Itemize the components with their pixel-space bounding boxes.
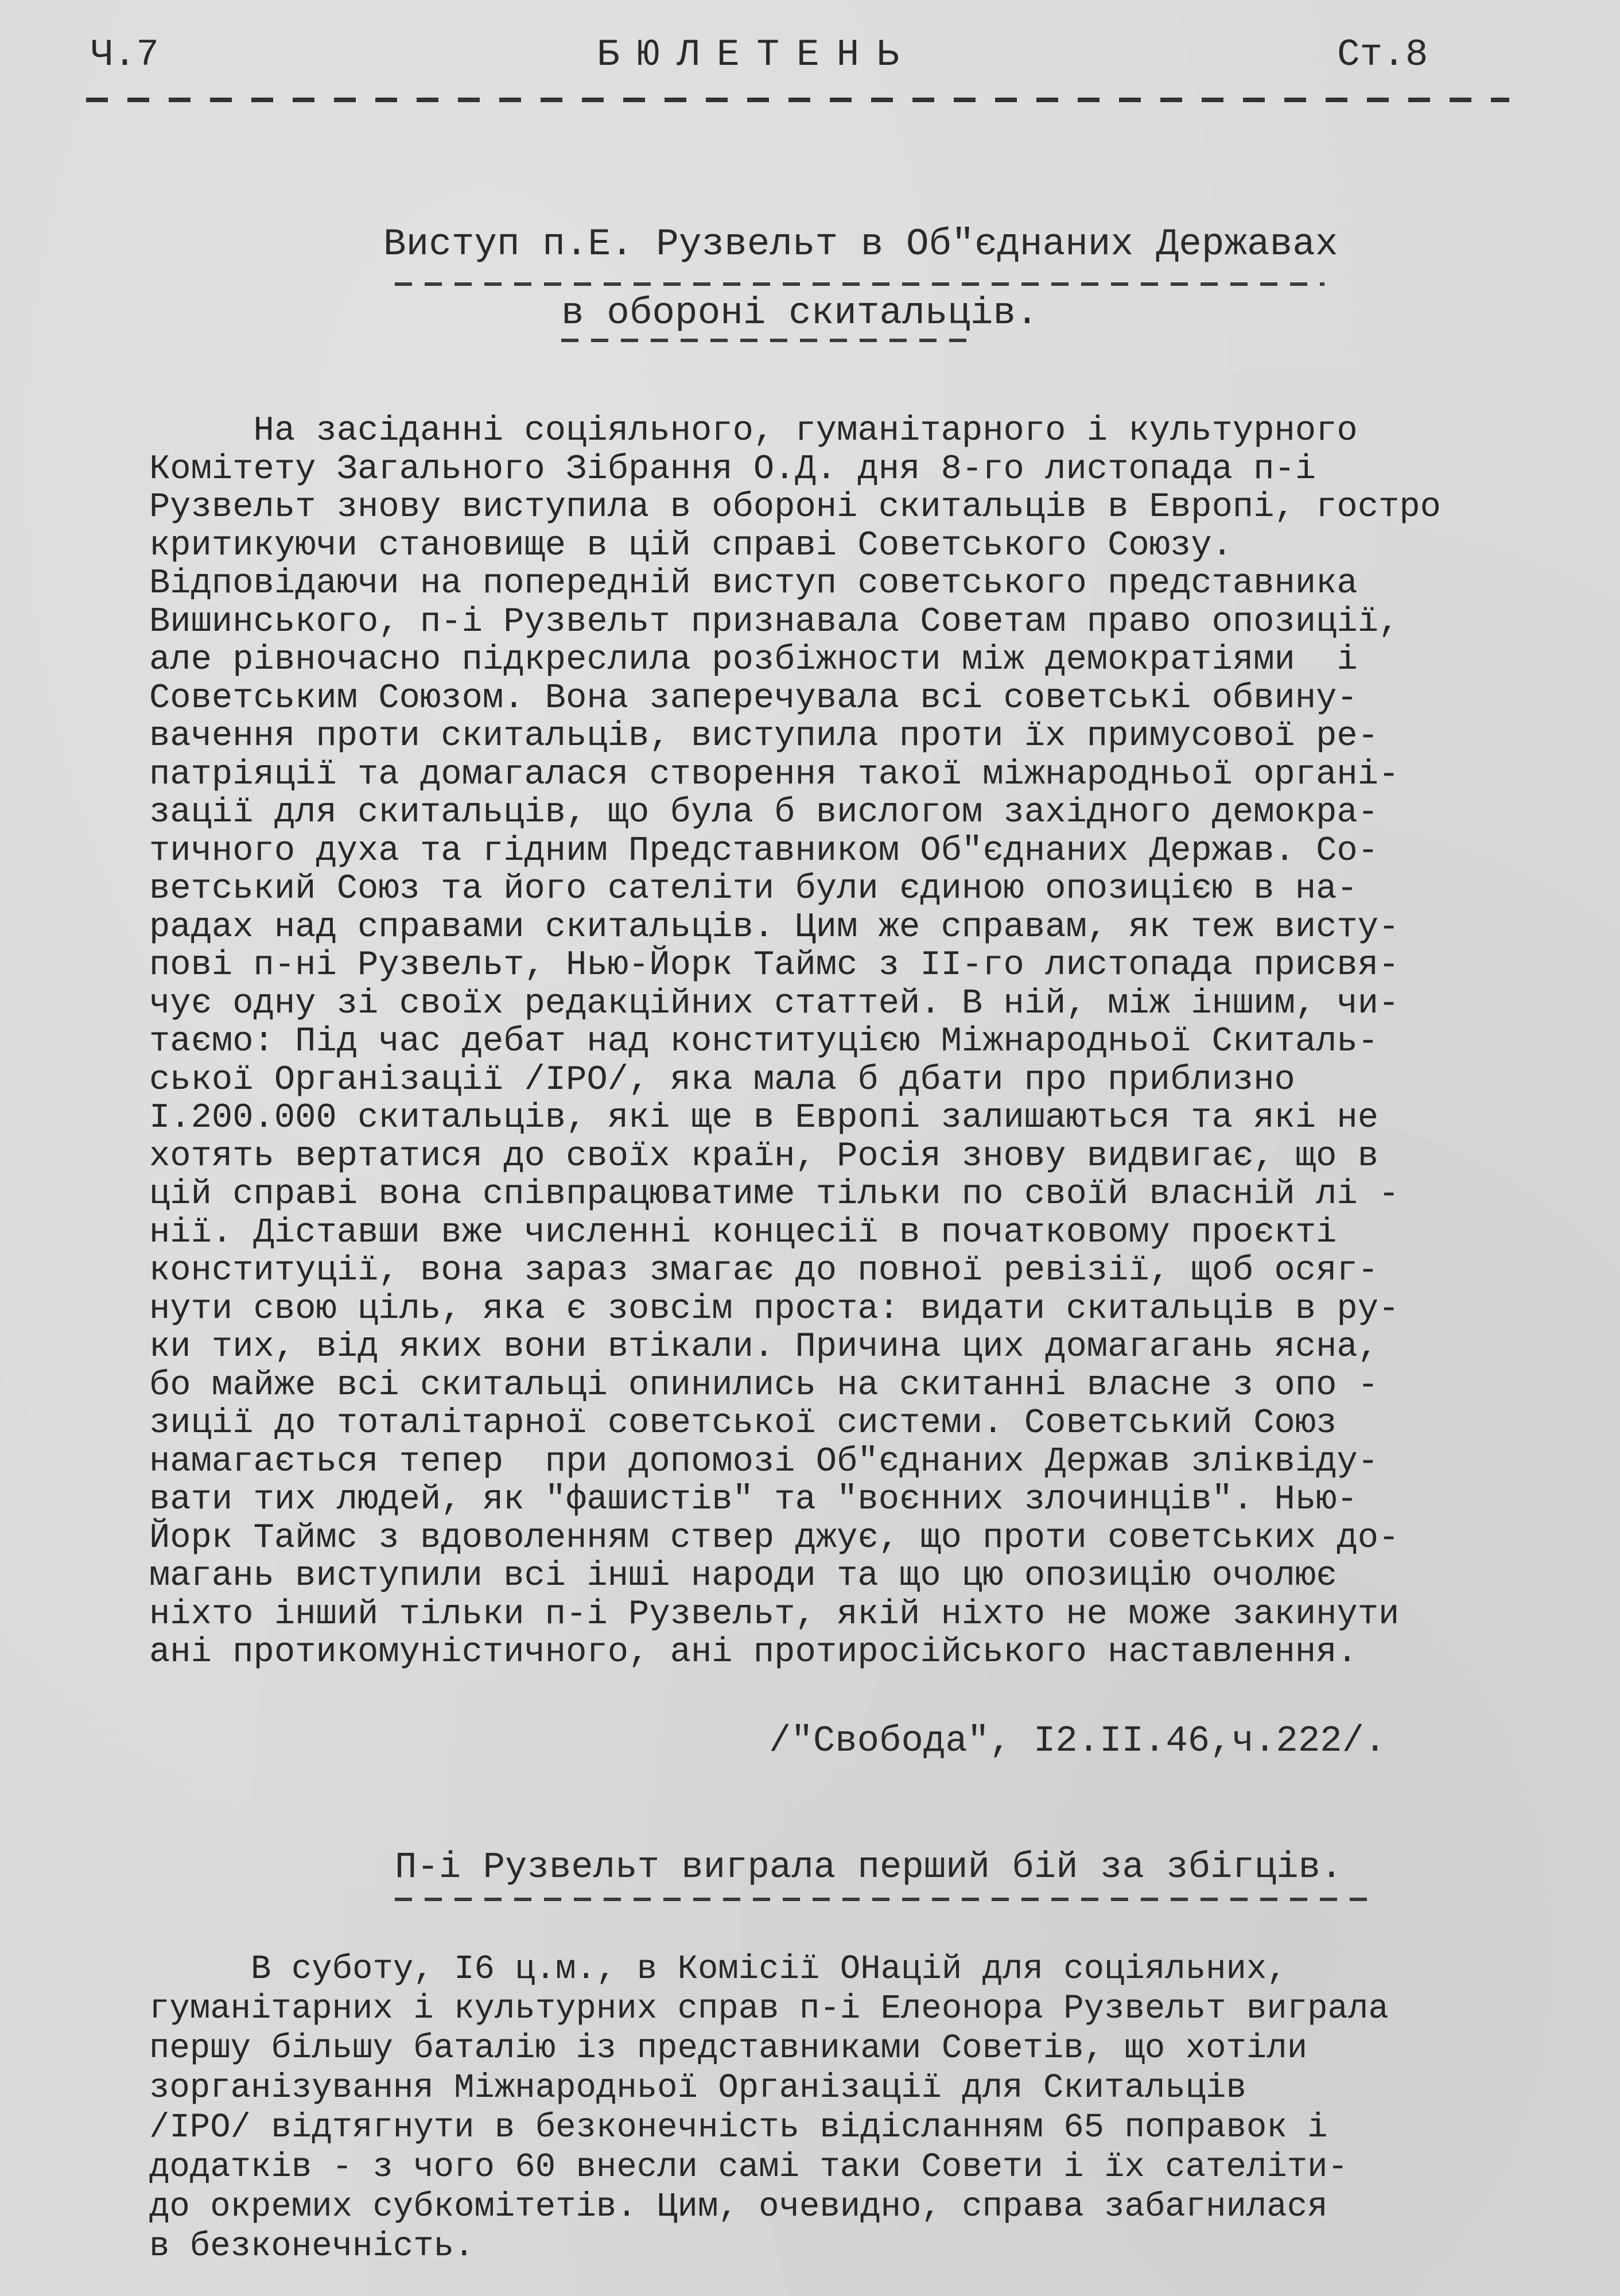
article1-line: намагається тепер при допомозі Об"єднаних Держав зліквіду- <box>149 1442 1379 1481</box>
article1-line: нії. Діставши вже численні концесії в початковому проєкті <box>149 1213 1337 1252</box>
article1-line: ської Організації /IPO/, яка мала б дбати про приблизно <box>149 1060 1295 1100</box>
article2-line: першу більшу баталію із представниками Советів, що хотіли <box>149 2029 1308 2068</box>
issue-number: Ч.7 <box>91 33 159 76</box>
header-rule <box>86 98 1509 102</box>
article1-line: але рівночасно підкреслила розбіжности між демократіями і <box>149 641 1358 680</box>
article2-line: в безконечність. <box>149 2227 475 2266</box>
article1-line: Рузвельт знову виступила в обороні скитальців в Европі, гостро <box>149 488 1441 527</box>
article1-line: Комітету Загального Зібрання О.Д. дня 8-го листопада п-і <box>149 449 1316 489</box>
article1-line: чує одну зі своїх редакційних статтей. В ній, між іншим, чи- <box>149 984 1400 1023</box>
article2-line: В суботу, I6 ц.м., в Комісії ОНацій для соціяльних, <box>149 1950 1287 1988</box>
article1-title-line2: в обороні скитальців. <box>561 292 1039 335</box>
article2-line: зорганізування Міжнародньої Організації для Скитальців <box>149 2069 1246 2107</box>
bulletin-title: БЮЛЕТЕНЬ <box>597 33 916 76</box>
article1-line: конституції, вона зараз змагає до повної ревізії, щоб осяг- <box>149 1251 1379 1290</box>
article1-line: критикуючи становище в цій справі Советського Союзу. <box>149 526 1233 565</box>
article1-line: патріяції та домагалася створення такої міжнародньої органі- <box>149 755 1400 794</box>
article1-line: вачення проти скитальців, виступила проти їх примусової ре- <box>149 717 1379 756</box>
article1-title-line1: Виступ п.Е. Рузвельт в Об"єднаних Державах <box>383 223 1338 266</box>
article2-body <box>149 1949 1526 2266</box>
article1-line: цій справі вона співпрацюватиме тільки по своїй власній лі - <box>149 1175 1400 1214</box>
article1-line: Відповідаючи на попередній виступ советського представника <box>149 564 1358 603</box>
article1-line: ветський Союз та його сателіти були єдиною опозицією в на- <box>149 870 1358 909</box>
article1-line: I.200.000 скитальців, які ще в Европі залишаються та які не <box>149 1099 1379 1138</box>
article1-line: радах над справами скитальців. Цим же справам, як теж висту- <box>149 907 1400 947</box>
page-number: Ст.8 <box>1337 33 1428 76</box>
article1-line: зиції до тоталітарної советської системи. Советський Союз <box>149 1404 1337 1443</box>
article1-line: Йорк Таймс з вдоволенням ствер джує, що проти советських до- <box>149 1518 1400 1558</box>
article2-line: гуманітарних і культурних справ п-і Елеонора Рузвельт виграла <box>149 1989 1389 2028</box>
article2-line: /IPO/ відтягнути в безконечність відісланням 65 поправок і <box>149 2108 1328 2147</box>
article2-line: додатків - з чого 60 внесли самі таки Совети і їх сателіти- <box>149 2148 1348 2186</box>
article2-line: до окремих субкомітетів. Цим, очевидно, справа забагнилася <box>149 2188 1328 2226</box>
article1-line: пові п-ні Рузвельт, Нью-Йорк Таймс з II-го листопада присвя- <box>149 946 1400 985</box>
article1-line: бо майже всі скитальці опинились на скитанні власне з опо - <box>149 1366 1379 1405</box>
article1-line: На засіданні соціяльного, гуманітарного і культурного <box>149 412 1358 451</box>
article1-line: Советським Союзом. Вона заперечувала всі советські обвину- <box>149 678 1358 718</box>
article1-line: ніхто інший тільки п-і Рузвельт, якій ніхто не може закинути <box>149 1595 1400 1634</box>
article1-line: тичного духа та гідним Представником Об"єднаних Держав. Со- <box>149 831 1379 871</box>
article1-body <box>149 412 1526 1672</box>
article1-line: ки тих, від яких вони втікали. Причина цих домагагань ясна, <box>149 1328 1379 1367</box>
article1-title-underline1 <box>395 282 1324 286</box>
article1-line: хотять вертатися до своїх країн, Росія знову видвигає, що в <box>149 1137 1379 1176</box>
article1-line: магань виступили всі інші народи та що цю опозицію очолює <box>149 1557 1337 1596</box>
article1-line: таємо: Під час дебат над конституцією Міжнародньої Скиталь- <box>149 1022 1379 1061</box>
article1-line: нути свою ціль, яка є зовсім проста: видати скитальців в ру- <box>149 1289 1400 1329</box>
article1-source: /"Свобода", I2.II.46,ч.222/. <box>769 1721 1386 1762</box>
article1-line: ані протикомуністичного, ані протиросійського наставлення. <box>149 1633 1358 1672</box>
article2-title: П-і Рузвельт виграла перший бій за збігців. <box>395 1847 1343 1888</box>
article1-line: Вишинського, п-і Рузвельт признавала Советам право опозиції, <box>149 602 1400 642</box>
article1-line: вати тих людей, як "фашистів" та "воєнних злочинців". Нью- <box>149 1480 1358 1519</box>
article1-line: зації для скитальців, що була б вислогом західного демокра- <box>149 793 1379 832</box>
article2-title-underline <box>395 1898 1370 1901</box>
article1-title-underline2 <box>561 339 977 342</box>
